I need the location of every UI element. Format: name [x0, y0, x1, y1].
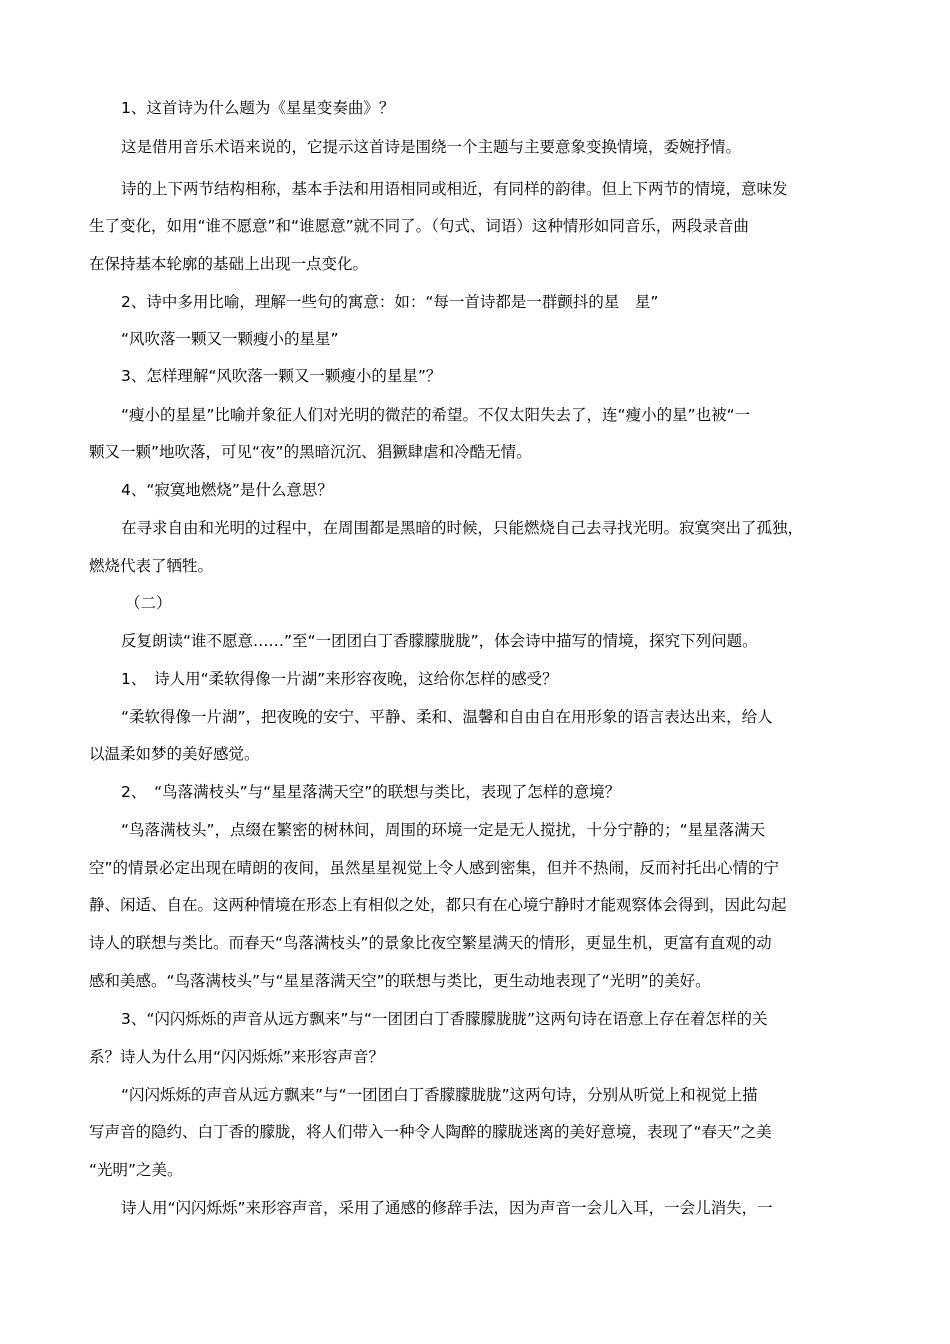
paragraph-line: “光明”之美。: [89, 1161, 183, 1179]
paragraph-line: “风吹落一颗又一颗瘦小的星星”: [121, 330, 339, 348]
paragraph-line: 空”的情景必定出现在晴朗的夜间，虽然星星视觉上令人感到密集，但并不热闹，反而衬托出心情的宁: [89, 859, 780, 877]
paragraph-line: 这是借用音乐术语来说的，它提示这首诗是围绕一个主题与主要意象变换情境，委婉抒情。: [121, 138, 742, 156]
paragraph-line: 颗又一颗”地吹落，可见“夜”的黑暗沉沉、猖獗肆虐和冷酷无情。: [89, 443, 532, 461]
question-3: 3、“闪闪烁烁的声音从远方飘来”与“一团团白丁香朦朦胧胧”这两句诗在语意上存在着怎样的关: [121, 1010, 768, 1028]
paragraph-line: 系？诗人为什么用“闪闪烁烁”来形容声音？: [89, 1048, 385, 1066]
paragraph-line: “闪闪烁烁的声音从远方飘来”与“一团团白丁香朦朦胧胧”这两句诗，分别从听觉上和视觉上描: [121, 1086, 758, 1104]
section-heading: （二）: [125, 594, 172, 612]
question-1: 1、这首诗为什么题为《星星变奏曲》？: [121, 99, 395, 117]
paragraph-line: 燃烧代表了牺牲。: [89, 557, 214, 575]
paragraph-line: 写声音的隐约、白丁香的朦胧，将人们带入一种令人陶醉的朦胧迷离的美好意境，表现了“春天”之美: [89, 1123, 772, 1141]
paragraph-line: 静、闲适、自在。这两种情境在形态上有相似之处，都只有在心境宁静时才能观察体会得到，因此勾起: [89, 896, 787, 914]
paragraph-line: 生了变化，如用“谁不愿意”和“谁愿意”就不同了。（句式、词语）这种情形如同音乐，两段录音曲: [89, 217, 749, 235]
paragraph-line: 诗的上下两节结构相称，基本手法和用语相同或相近，有同样的韵律。但上下两节的情境，意味发: [121, 180, 788, 198]
paragraph-line: “瘦小的星星”比喻并象征人们对光明的微茫的希望。不仅太阳失去了，连“瘦小的星”也被“一: [121, 406, 751, 424]
paragraph-line: “柔软得像一片湖”，把夜晚的安宁、平静、柔和、温馨和自由自在用形象的语言表达出来，给人: [121, 708, 773, 726]
paragraph-line: 以温柔如梦的美好感觉。: [89, 745, 260, 763]
question-2: 2、诗中多用比喻，理解一些句的寓意：如：“每一首诗都是一群颤抖的星 星”: [121, 293, 659, 311]
paragraph-line: 在寻求自由和光明的过程中，在周围都是黑暗的时候，只能燃烧自己去寻找光明。寂寞突出了孤独，: [121, 519, 804, 537]
question-1: 1、 诗人用“柔软得像一片湖”来形容夜晚，这给你怎样的感受？: [121, 670, 558, 688]
paragraph-line: 诗人用“闪闪烁烁”来形容声音，采用了通感的修辞手法，因为声音一会儿入耳，一会儿消失，一: [121, 1199, 773, 1217]
question-4: 4、“寂寞地燃烧”是什么意思？: [121, 481, 333, 499]
paragraph-line: 在保持基本轮廓的基础上出现一点变化。: [89, 255, 369, 273]
paragraph-line: “鸟落满枝头”，点缀在繁密的树林间，周围的环境一定是无人搅扰，十分宁静的；“星星落满天: [121, 821, 766, 839]
question-3: 3、怎样理解“风吹落一颗又一颗瘦小的星星”？: [121, 367, 442, 385]
paragraph-line: 诗人的联想与类比。而春天“鸟落满枝头”的景象比夜空繁星满天的情形，更显生机，更富有直观的动: [89, 934, 772, 952]
paragraph-line: 感和美感。“鸟落满枝头”与“星星落满天空”的联想与类比，更生动地表现了“光明”的美好。: [89, 972, 711, 990]
question-2: 2、 “鸟落满枝头”与“星星落满天空”的联想与类比，表现了怎样的意境？: [121, 783, 621, 801]
paragraph-line: 反复朗读“谁不愿意……”至“一团团白丁香朦朦胧胧”，体会诗中描写的情境，探究下列问题。: [121, 632, 758, 650]
